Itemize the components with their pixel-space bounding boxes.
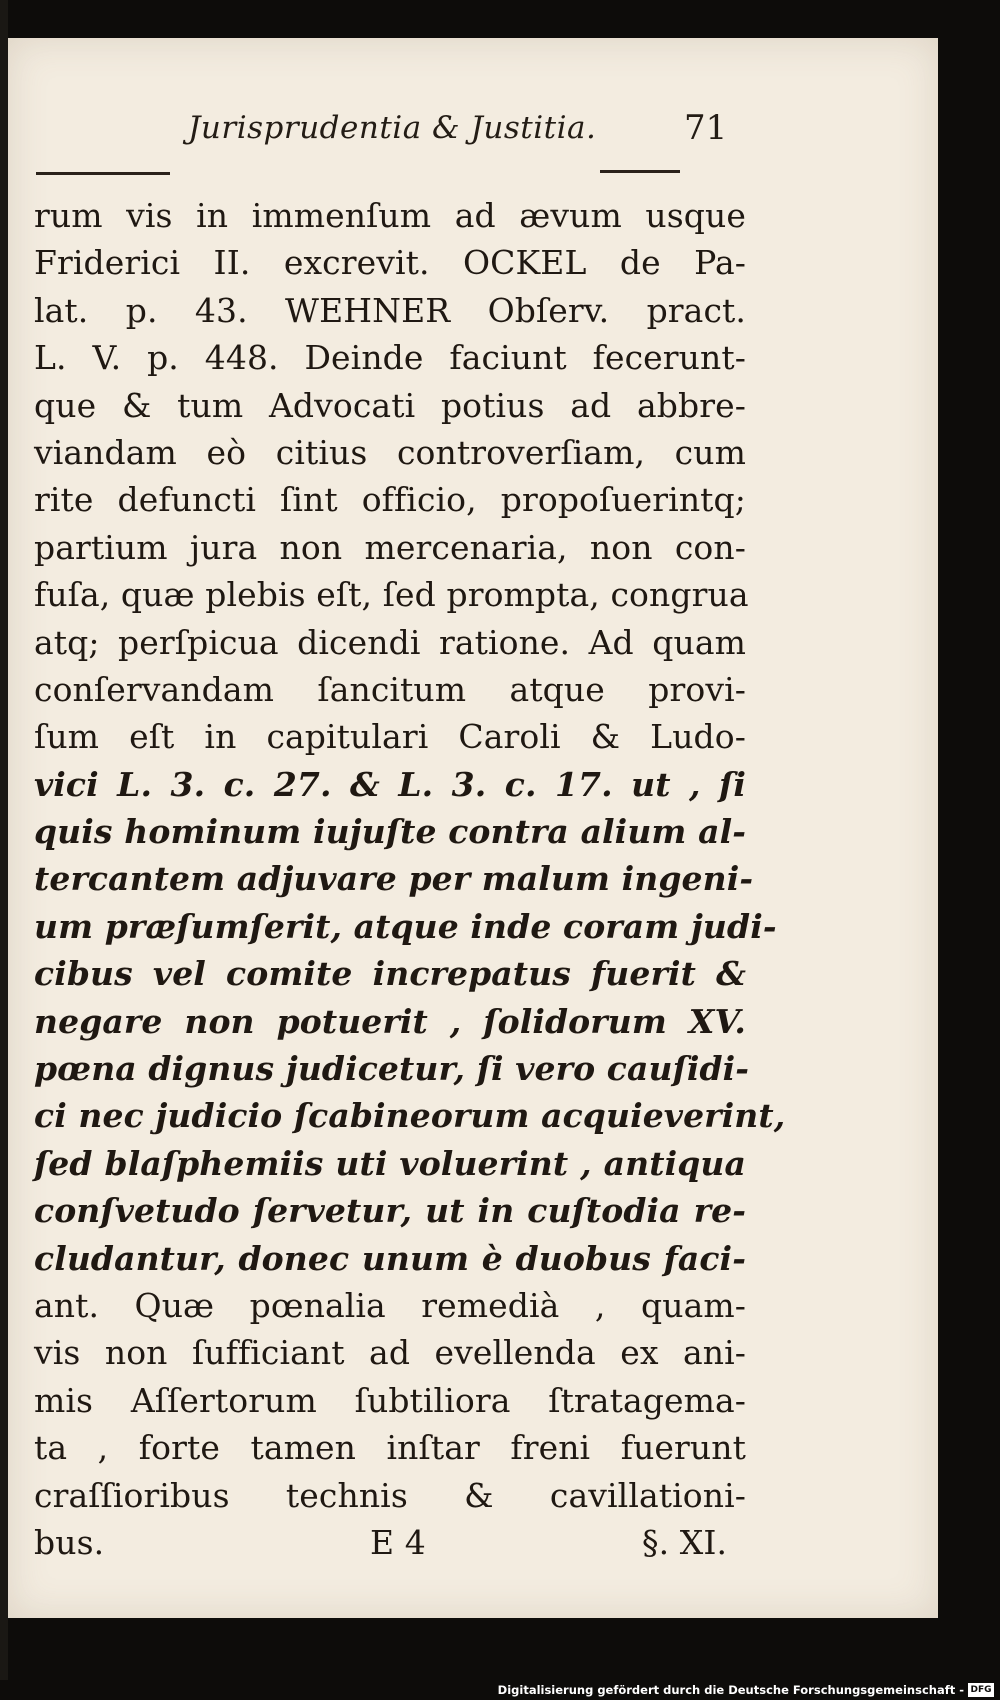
signature-mark: E 4	[370, 1522, 426, 1562]
text-line: tercantem adjuvare per malum ingeni-	[34, 859, 754, 899]
text-line: rite defuncti ſint officio, propoſuerintq;	[34, 480, 746, 520]
running-head	[8, 98, 938, 158]
text-line: L. V. p. 448. Deinde faciunt fecerunt-	[34, 338, 746, 378]
text-line: um præſumſerit, atque inde coram judi-	[34, 906, 777, 946]
text-line: lat. p. 43. WEHNER Obſerv. pract.	[34, 290, 746, 330]
book-page	[8, 38, 938, 1618]
digitization-credit: Digitalisierung gefördert durch die Deutsche Forschungsgemeinschaft -	[497, 1683, 964, 1697]
text-line: pœna dignus judicetur, ſi vero cauſidi-	[34, 1049, 750, 1089]
text-line: vici L. 3. c. 27. & L. 3. c. 17. ut , ſi	[34, 764, 746, 804]
text-line: ant. Quæ pœnalia remedià , quam-	[34, 1285, 746, 1325]
scan-edge	[0, 0, 8, 1700]
text-line: ta , forte tamen inſtar freni fuerunt	[34, 1428, 746, 1468]
head-rule-right	[600, 170, 680, 173]
text-line: conſervandam ſancitum atque provi-	[34, 669, 746, 709]
last-word: bus.	[34, 1522, 105, 1562]
text-line: Friderici II. excrevit. OCKEL de Pa-	[34, 243, 746, 283]
text-line: que & tum Advocati potius ad abbre-	[34, 385, 746, 425]
text-line: fuſa, quæ plebis eſt, ſed prompta, congrua	[34, 575, 749, 615]
head-rule-left	[36, 172, 170, 175]
text-line: rum vis in immenſum ad ævum usque	[34, 196, 746, 235]
text-line: quis hominum iujuſte contra alium al-	[34, 812, 746, 852]
text-line: negare non potuerit , ſolidorum XV.	[34, 1001, 746, 1041]
text-line: cludantur, donec unum è duobus faci-	[34, 1238, 746, 1278]
text-line: ſum eſt in capitulari Caroli & Ludo-	[34, 717, 746, 757]
text-line: vis non ſufficiant ad evellenda ex ani-	[34, 1333, 746, 1373]
body-text	[34, 192, 786, 1566]
page-number: 71	[684, 108, 728, 148]
text-line: craſſioribus technis & cavillationi-	[34, 1475, 746, 1515]
text-line: ſed blaſphemiis uti voluerint , antiqua	[34, 1143, 746, 1183]
text-line: atq; perſpicua dicendi ratione. Ad quam	[34, 622, 746, 662]
text-line: viandam eò citius controverſiam, cum	[34, 432, 746, 472]
text-line: partium jura non mercenaria, non con-	[34, 527, 746, 567]
text-line: cibus vel comite increpatus fuerit &	[34, 954, 746, 994]
dfg-logo: DFG	[968, 1683, 994, 1697]
footer-line	[34, 1519, 746, 1566]
text-line: ci nec judicio ſcabineorum acquieverint,	[34, 1096, 786, 1136]
text-line: conſvetudo ſervetur, ut in cuſtodia re-	[34, 1191, 746, 1231]
catchword: §. XI.	[642, 1522, 728, 1562]
running-head-title: Jurisprudentia & Justitia.	[188, 110, 597, 146]
text-line: mis Aſſertorum ſubtiliora ſtratagema-	[34, 1380, 746, 1420]
